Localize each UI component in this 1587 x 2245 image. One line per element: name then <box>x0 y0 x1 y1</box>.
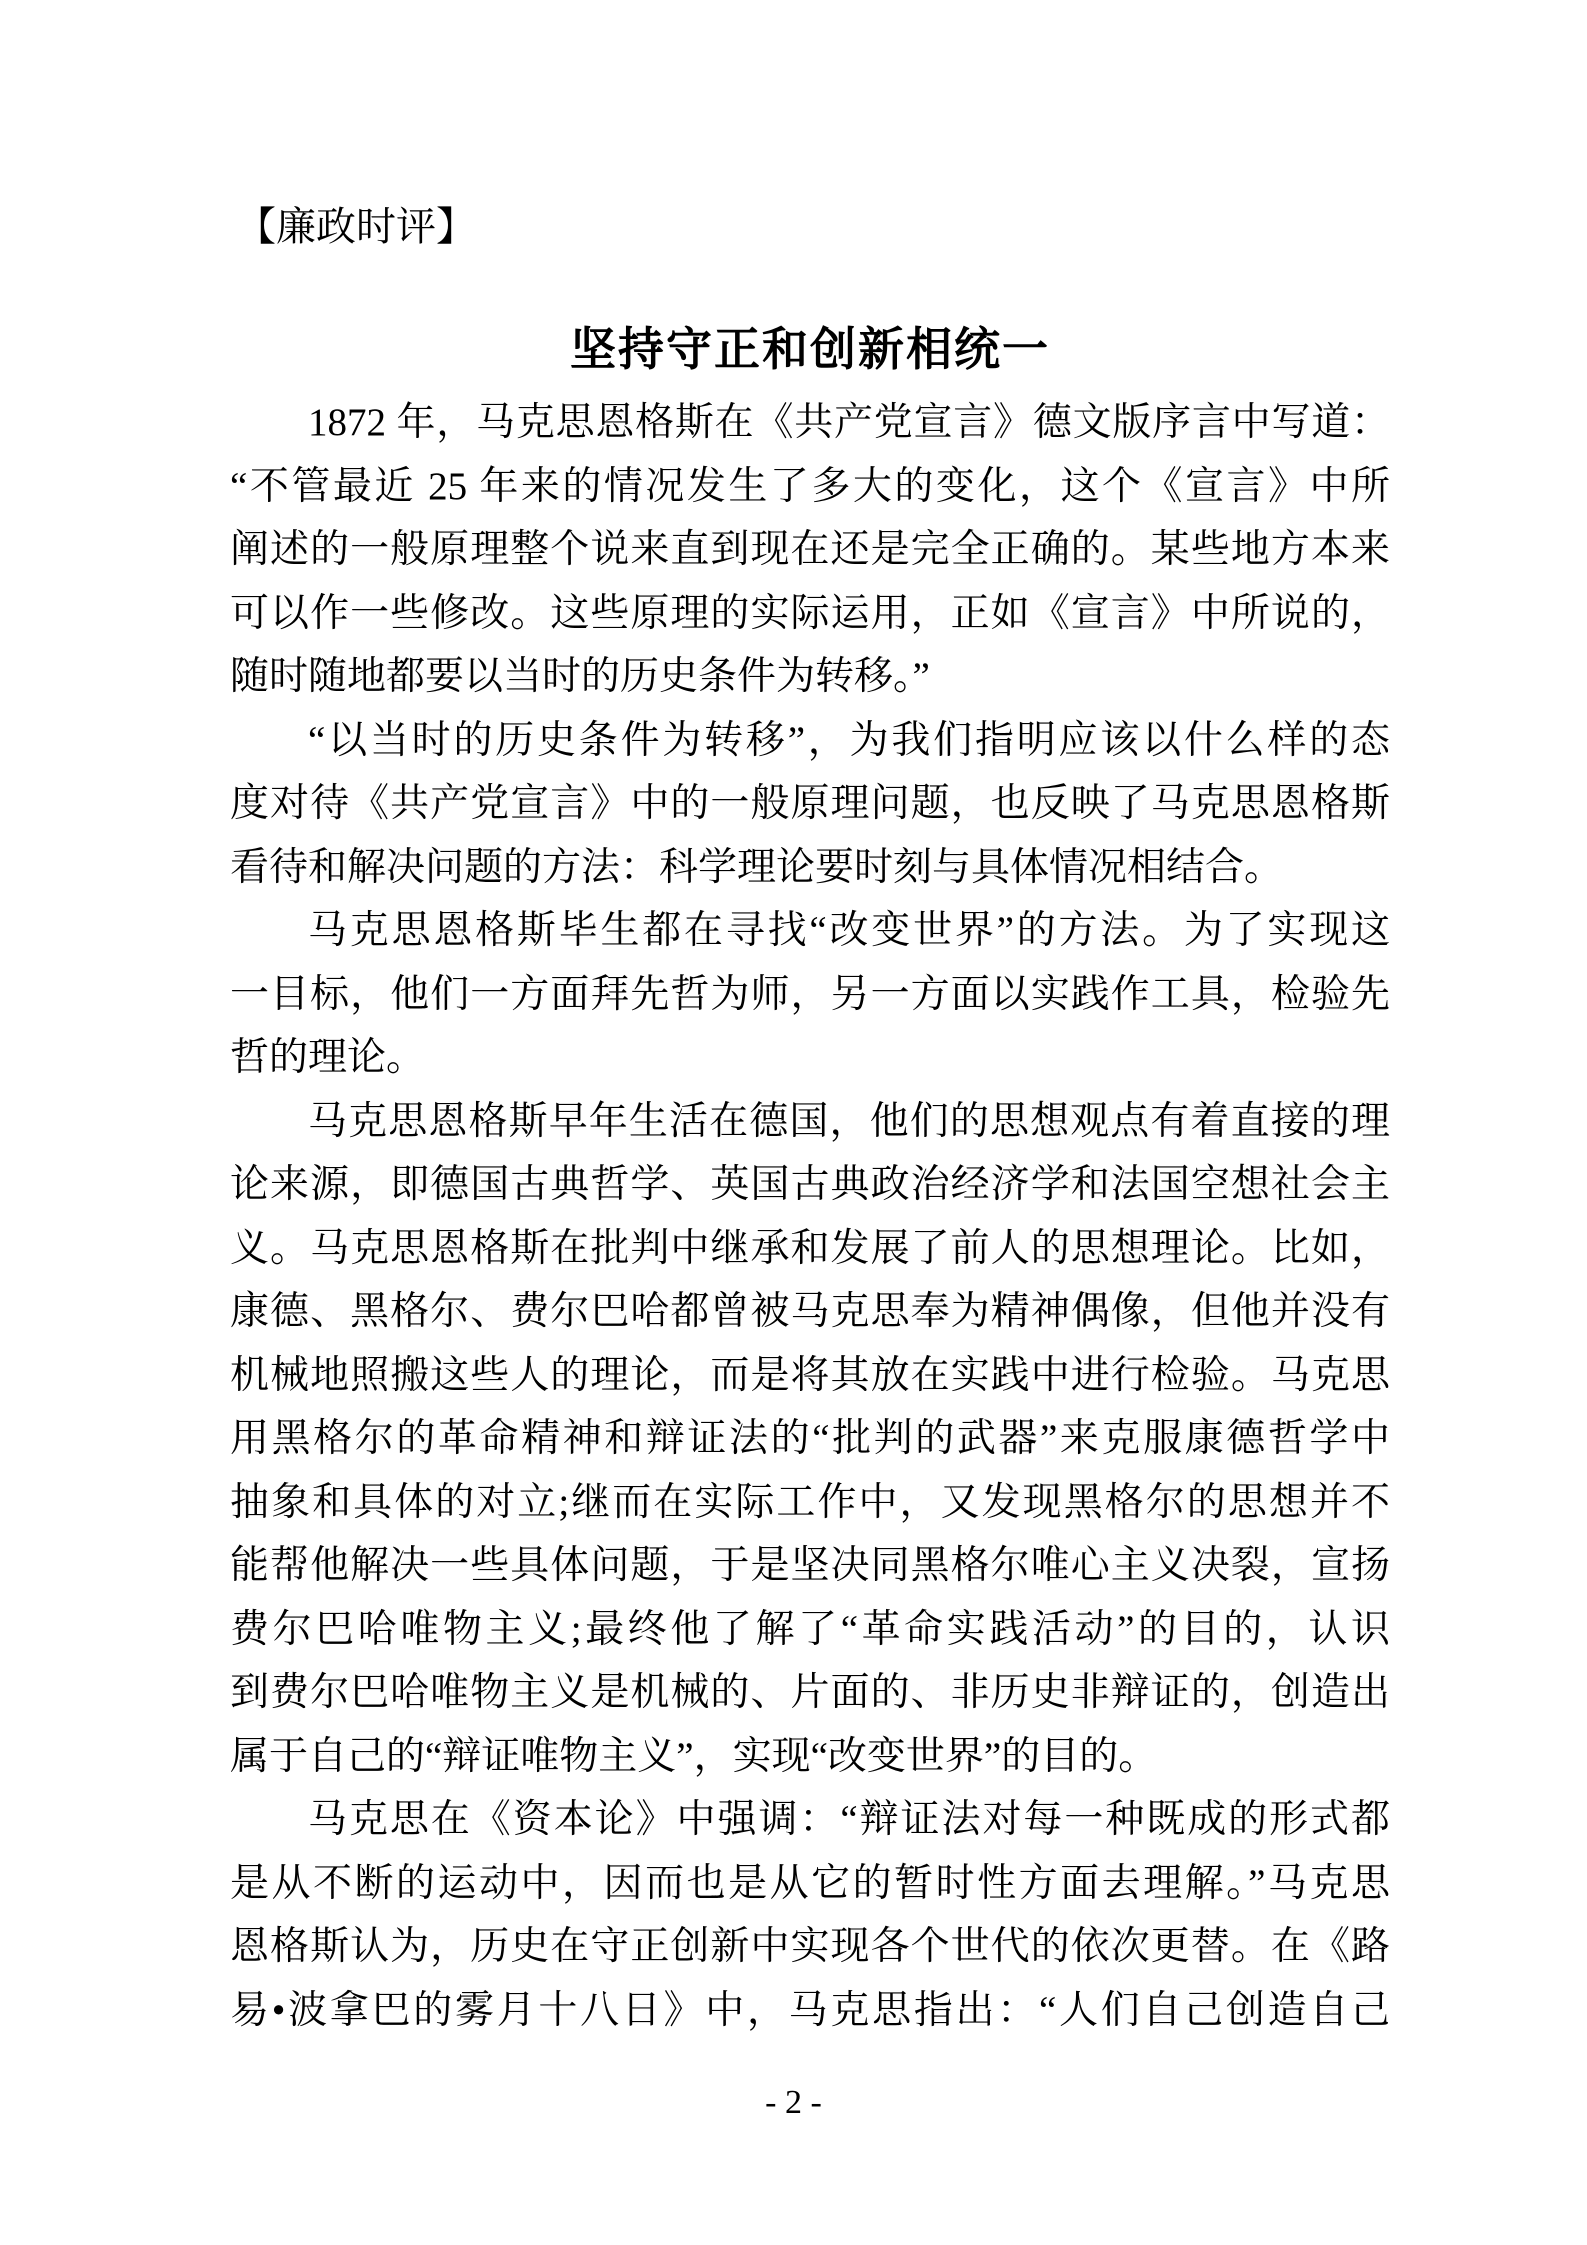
body-block <box>230 391 1390 2042</box>
body-line: 抽象和具体的对立;继而在实际工作中，又发现黑格尔的思想并不 <box>230 1480 1390 1524</box>
body-line: 哲的理论。 <box>230 1036 426 1079</box>
body-line: 阐述的一般原理整个说来直到现在还是完全正确的。某些地方本来 <box>230 528 1390 571</box>
body-line: 义。马克思恩格斯在批判中继承和发展了前人的思想理论。比如， <box>230 1226 1390 1270</box>
body-line: 可以作一些修改。这些原理的实际运用，正如《宣言》中所说的， <box>230 591 1390 635</box>
body-line: 看待和解决问题的方法：科学理论要时刻与具体情况相结合。 <box>230 845 1284 889</box>
body-line: 度对待《共产党宣言》中的一般原理问题，也反映了马克思恩格斯 <box>230 782 1390 825</box>
body-line: 到费尔巴哈唯物主义是机械的、片面的、非历史非辩证的，创造出 <box>230 1671 1390 1714</box>
body-line: 易•波拿巴的雾月十八日》中，马克思指出：“人们自己创造自己 <box>230 1988 1390 2032</box>
body-line: 康德、黑格尔、费尔巴哈都曾被马克思奉为精神偶像，但他并没有 <box>230 1290 1390 1333</box>
body-line: 费尔巴哈唯物主义;最终他了解了“革命实践活动”的目的，认识 <box>230 1607 1390 1651</box>
body-line: 是从不断的运动中，因而也是从它的暂时性方面去理解。”马克思 <box>230 1861 1390 1905</box>
body-line: 随时随地都要以当时的历史条件为转移。” <box>230 655 930 698</box>
body-line: “不管最近 25 年来的情况发生了多大的变化，这个《宣言》中所 <box>230 464 1390 508</box>
page-title: 坚持守正和创新相统一 <box>570 324 1050 375</box>
body-line: “以当时的历史条件为转移”，为我们指明应该以什么样的态 <box>308 718 1390 762</box>
body-line: 论来源，即德国古典哲学、英国古典政治经济学和法国空想社会主 <box>230 1163 1390 1206</box>
body-line: 1872 年，马克思恩格斯在《共产党宣言》德文版序言中写道： <box>308 401 1390 444</box>
body-line: 属于自己的“辩证唯物主义”，实现“改变世界”的目的。 <box>230 1734 1158 1778</box>
page-number: - 2 - <box>765 2084 822 2121</box>
body-line: 恩格斯认为，历史在守正创新中实现各个世代的依次更替。在《路 <box>230 1925 1390 1968</box>
body-line: 马克思在《资本论》中强调：“辩证法对每一种既成的形式都 <box>308 1798 1390 1841</box>
body-line: 马克思恩格斯早年生活在德国，他们的思想观点有着直接的理 <box>308 1099 1390 1143</box>
body-line: 用黑格尔的革命精神和辩证法的“批判的武器”来克服康德哲学中 <box>230 1417 1390 1460</box>
body-line: 马克思恩格斯毕生都在寻找“改变世界”的方法。为了实现这 <box>308 909 1390 952</box>
body-line: 一目标，他们一方面拜先哲为师，另一方面以实践作工具，检验先 <box>230 972 1390 1016</box>
section-tag: 【廉政时评】 <box>236 204 476 249</box>
body-line: 能帮他解决一些具体问题，于是坚决同黑格尔唯心主义决裂，宣扬 <box>230 1544 1390 1587</box>
body-line: 机械地照搬这些人的理论，而是将其放在实践中进行检验。马克思 <box>230 1353 1390 1397</box>
